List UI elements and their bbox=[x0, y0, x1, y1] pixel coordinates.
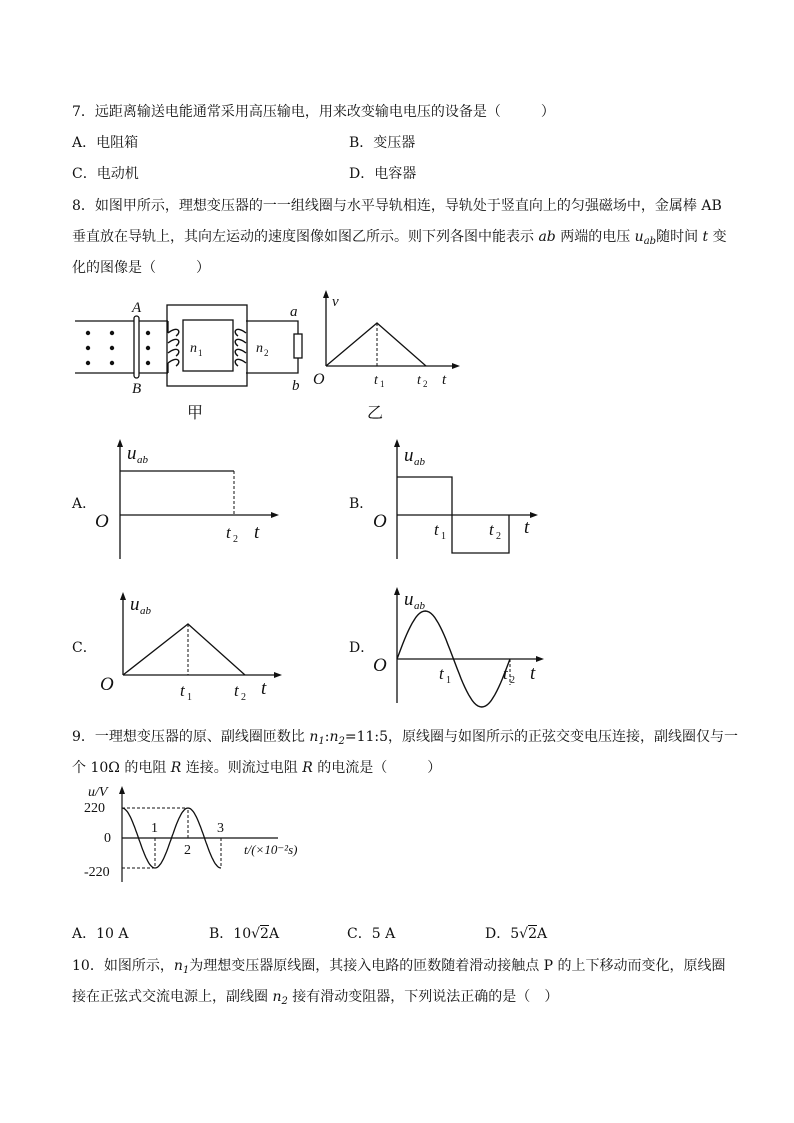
q9-option-a[interactable]: A．10 A bbox=[72, 926, 129, 942]
q7-stem: 7．远距离输送电能通常采用高压输电，用来改变输电电压的设备是（ ） bbox=[72, 104, 555, 120]
q8-option-c-key[interactable]: C． bbox=[72, 640, 97, 656]
svg-text:u: u bbox=[127, 443, 137, 464]
svg-text:B: B bbox=[132, 381, 142, 397]
q8-option-a-key[interactable]: A． bbox=[72, 496, 97, 512]
figure-yi-velocity bbox=[310, 290, 460, 430]
sqrt-icon: √ bbox=[251, 926, 261, 942]
svg-text:t: t bbox=[442, 372, 447, 388]
svg-text:t: t bbox=[261, 678, 267, 699]
svg-text:O: O bbox=[313, 371, 325, 388]
svg-text:v: v bbox=[332, 294, 339, 310]
svg-text:u: u bbox=[130, 594, 140, 615]
transformer-core bbox=[167, 305, 247, 386]
q8-option-b-key[interactable]: B． bbox=[349, 496, 374, 512]
svg-text:t: t bbox=[503, 664, 508, 683]
q10-stem-line2: 接在正弦式交流电源上，副线圈 $n_2$ 接有滑动变阻器，下列说法正确的是（ ） bbox=[72, 989, 559, 1007]
velocity-line bbox=[326, 323, 426, 366]
svg-text:O: O bbox=[95, 511, 109, 532]
q9-stem-line2: 个 10Ω 的电阻 R 连接。则流过电阻 R 的电流是（ ） bbox=[72, 760, 442, 776]
svg-text:1: 1 bbox=[198, 348, 203, 358]
svg-text:2: 2 bbox=[510, 675, 515, 686]
y-tick-0: 0 bbox=[104, 831, 111, 846]
q9-voltage-chart bbox=[80, 782, 320, 892]
q7-option-a[interactable]: A．电阻箱 bbox=[72, 135, 139, 151]
svg-text:乙: 乙 bbox=[367, 405, 384, 422]
period-marker-label-1: 1 bbox=[151, 821, 158, 836]
q8-option-c-graph[interactable] bbox=[98, 590, 288, 705]
svg-text:n: n bbox=[256, 341, 263, 356]
period-marker-label-3: 3 bbox=[217, 821, 224, 836]
q7-option-b[interactable]: B．变压器 bbox=[349, 135, 416, 151]
y-tick-220: 220 bbox=[84, 801, 105, 816]
svg-text:A: A bbox=[132, 300, 142, 316]
svg-text:t: t bbox=[524, 517, 530, 538]
q8-stem-line3: 化的图像是（ ） bbox=[72, 260, 210, 276]
svg-text:u: u bbox=[404, 589, 414, 610]
q8-option-b-graph[interactable] bbox=[370, 437, 550, 567]
svg-text:ab: ab bbox=[414, 456, 425, 468]
svg-text:2: 2 bbox=[233, 534, 238, 545]
svg-text:甲: 甲 bbox=[187, 405, 204, 422]
magnetic-field-dots bbox=[86, 331, 150, 365]
coil-n1 bbox=[168, 329, 179, 366]
svg-text:ab: ab bbox=[414, 600, 425, 612]
q9-stem-line1: 9．一理想变压器的原、副线圈匝数比 $n_1:n_2=11:5$，原线圈与如图所示的正弦交变电压连接，副线圈仅与一 bbox=[72, 729, 739, 747]
svg-text:1: 1 bbox=[446, 675, 451, 686]
coil-n2 bbox=[235, 329, 246, 366]
y-axis-label: u/V bbox=[88, 785, 108, 800]
svg-text:1: 1 bbox=[187, 692, 192, 703]
svg-text:t: t bbox=[374, 373, 378, 388]
svg-text:1: 1 bbox=[380, 379, 385, 389]
svg-text:2: 2 bbox=[423, 379, 428, 389]
svg-text:t: t bbox=[530, 663, 536, 684]
q9-option-c[interactable]: C．5 A bbox=[347, 926, 396, 942]
period-marker-label-2: 2 bbox=[184, 843, 191, 858]
resistor bbox=[294, 334, 302, 358]
svg-text:t: t bbox=[234, 681, 239, 700]
q7-option-d[interactable]: D．电容器 bbox=[349, 166, 417, 182]
svg-text:u: u bbox=[404, 445, 414, 466]
q8-stem-line2: 垂直放在导轨上，其向左运动的速度图像如图乙所示。则下列各图中能表示 ab 两端的电压 $u_{ab}$随时间 t 变 bbox=[72, 229, 727, 247]
svg-text:2: 2 bbox=[496, 531, 501, 542]
svg-text:2: 2 bbox=[241, 692, 246, 703]
q10-stem-line1: 10．如图所示，$n_1$为理想变压器原线圈，其接入电路的匝数随着滑动接触点 P 的上下移动而变化，原线圈 bbox=[72, 958, 726, 976]
sqrt-icon: √ bbox=[519, 926, 529, 942]
svg-text:t: t bbox=[434, 520, 439, 539]
figure-jia-transformer bbox=[70, 290, 320, 430]
svg-text:t: t bbox=[417, 373, 421, 388]
svg-text:O: O bbox=[100, 674, 114, 695]
svg-text:t: t bbox=[489, 520, 494, 539]
svg-text:a: a bbox=[290, 304, 298, 320]
svg-text:b: b bbox=[292, 378, 300, 394]
q9-option-d[interactable]: D．5√2A bbox=[485, 926, 548, 942]
svg-text:O: O bbox=[373, 655, 387, 676]
svg-text:t: t bbox=[254, 522, 260, 543]
q8-option-d-graph[interactable] bbox=[370, 585, 550, 710]
svg-text:n: n bbox=[190, 341, 197, 356]
svg-text:1: 1 bbox=[441, 531, 446, 542]
q8-option-d-key[interactable]: D． bbox=[349, 640, 375, 656]
q8-stem-line1: 8．如图甲所示，理想变压器的一一组线圈与水平导轨相连，导轨处于竖直向上的匀强磁场中，金属棒 AB bbox=[72, 198, 722, 214]
q7-option-c[interactable]: C．电动机 bbox=[72, 166, 139, 182]
svg-text:ab: ab bbox=[137, 454, 148, 466]
svg-text:t: t bbox=[439, 664, 444, 683]
svg-text:t: t bbox=[226, 523, 231, 542]
x-axis-label: t/(×10⁻²s) bbox=[244, 842, 298, 857]
svg-text:2: 2 bbox=[264, 348, 269, 358]
y-tick-minus-220: -220 bbox=[84, 865, 110, 880]
svg-text:ab: ab bbox=[140, 605, 151, 617]
metal-rod-ab bbox=[134, 316, 139, 378]
q8-option-a-graph[interactable] bbox=[95, 437, 285, 567]
q9-option-b[interactable]: B．10√2A bbox=[209, 926, 280, 942]
svg-text:O: O bbox=[373, 511, 387, 532]
svg-text:t: t bbox=[180, 681, 185, 700]
